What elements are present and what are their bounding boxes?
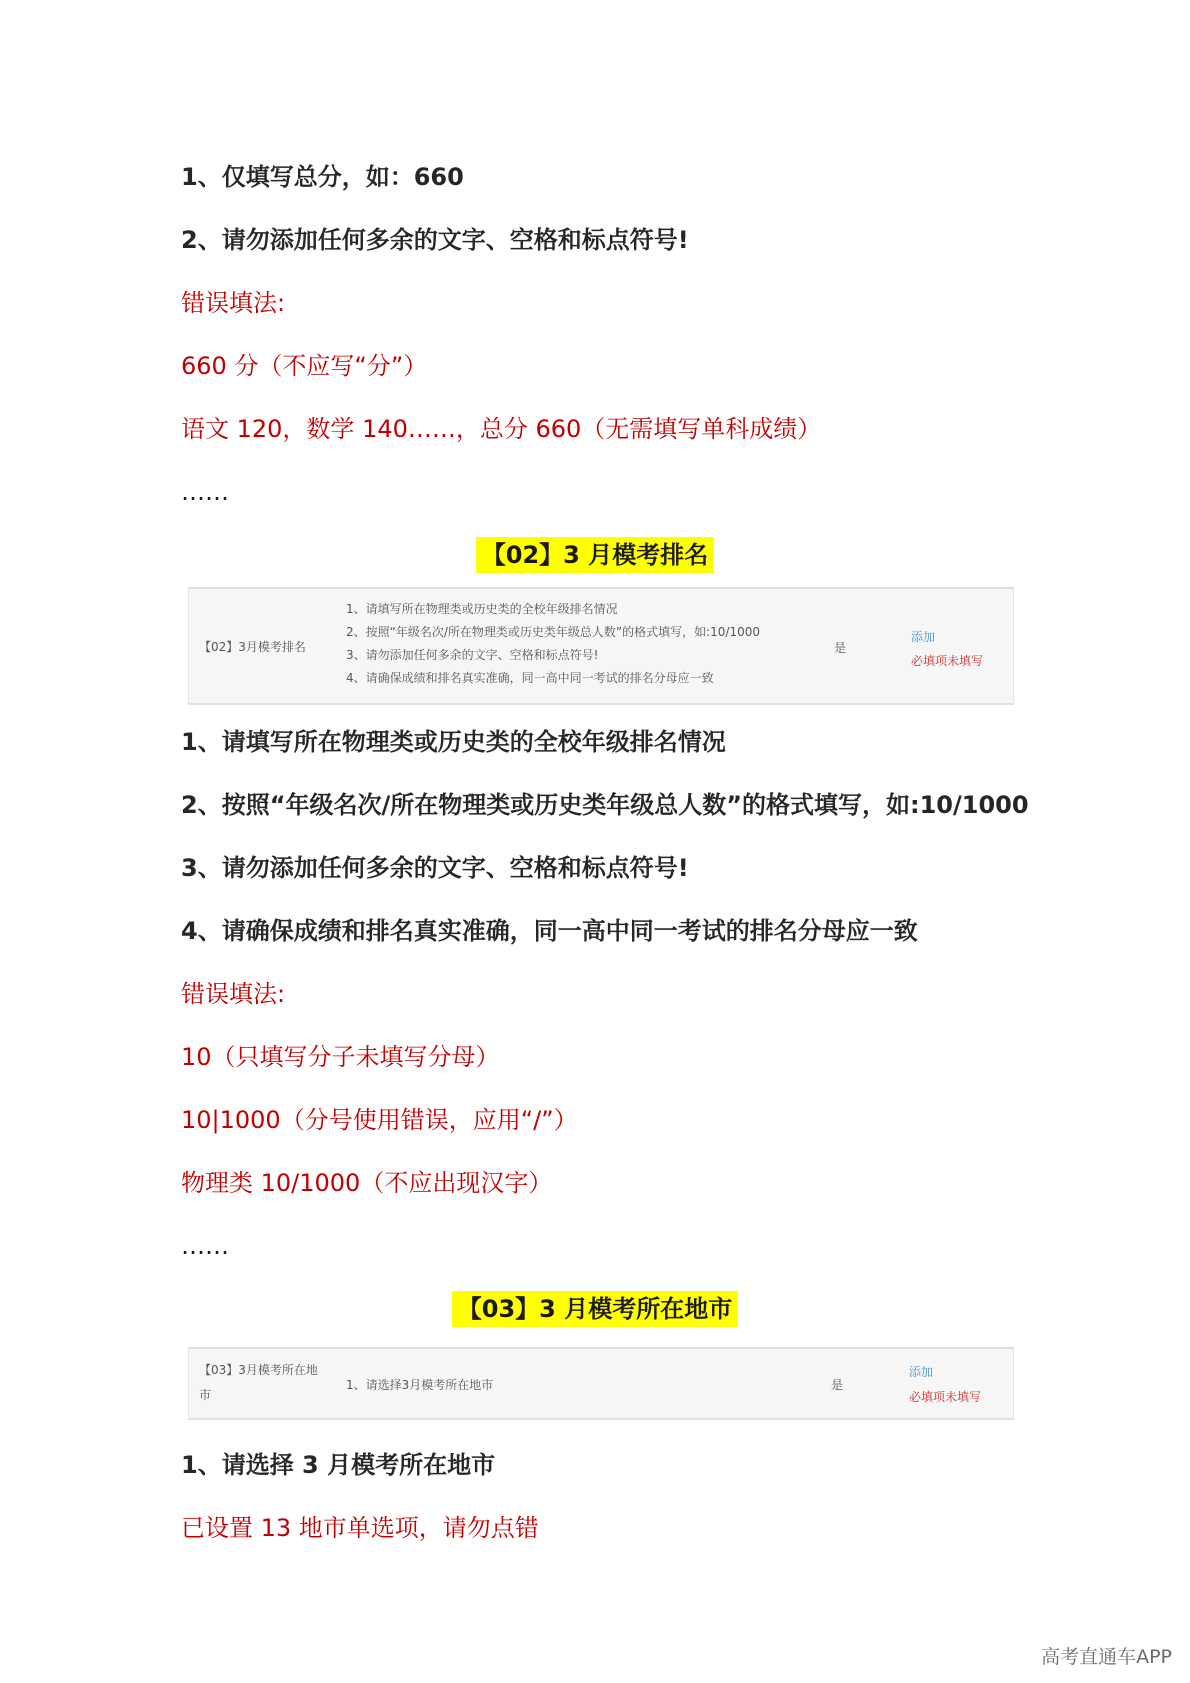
city-rule-1: 1、请选择 3 月模考所在地市 <box>181 1451 496 1479</box>
ellipsis: …… <box>181 478 229 506</box>
form-row-rule: 4、请确保成绩和排名真实准确，同一高中同一考试的排名分母应一致 <box>346 671 714 685</box>
rank-rule-2: 2、按照“年级名次/所在物理类或历史类年级总人数”的格式填写，如:10/1000 <box>181 791 1029 819</box>
section-03-heading-text: 【03】3 月模考所在地市 <box>452 1291 738 1327</box>
form-row-required: 是 <box>834 641 847 655</box>
form-row-rules <box>346 598 760 690</box>
rank-rule-3: 3、请勿添加任何多余的文字、空格和标点符号! <box>181 854 689 882</box>
brand-watermark: 高考直通车APP <box>1041 1646 1172 1668</box>
rule-1: 1、仅填写总分，如：660 <box>181 163 464 191</box>
form-row-screenshot-02 <box>188 587 1014 705</box>
section-02-heading-text: 【02】3 月模考排名 <box>476 537 714 573</box>
city-note: 已设置 13 地市单选项，请勿点错 <box>181 1514 539 1542</box>
form-row-rule: 3、请勿添加任何多余的文字、空格和标点符号! <box>346 648 599 662</box>
add-link[interactable]: 添加 <box>911 630 936 644</box>
wrong-example-2: 10|1000（分号使用错误，应用“/”） <box>181 1106 578 1134</box>
form-row-rule: 1、请填写所在物理类或历史类的全校年级排名情况 <box>346 602 618 616</box>
form-row-label-continued: 市 <box>199 1388 212 1402</box>
rank-rule-1: 1、请填写所在物理类或历史类的全校年级排名情况 <box>181 728 726 756</box>
wrong-example-2: 语文 120，数学 140……，总分 660（无需填写单科成绩） <box>181 415 822 443</box>
form-row-required: 是 <box>831 1378 844 1392</box>
ellipsis: …… <box>181 1232 229 1260</box>
rule-2: 2、请勿添加任何多余的文字、空格和标点符号! <box>181 226 689 254</box>
required-status: 必填项未填写 <box>911 654 984 668</box>
wrong-example-1: 10（只填写分子未填写分母） <box>181 1043 500 1071</box>
add-link[interactable]: 添加 <box>909 1365 934 1379</box>
form-row-rule: 1、请选择3月模考所在地市 <box>346 1378 494 1392</box>
required-status: 必填项未填写 <box>909 1390 982 1404</box>
form-row-screenshot-03 <box>188 1347 1014 1420</box>
section-02-heading <box>0 536 1190 574</box>
form-row-label: 【02】3月模考排名 <box>199 640 306 654</box>
rank-rule-4: 4、请确保成绩和排名真实准确，同一高中同一考试的排名分母应一致 <box>181 917 918 945</box>
wrong-title: 错误填法: <box>181 980 286 1008</box>
wrong-title: 错误填法: <box>181 289 286 317</box>
form-row-label: 【03】3月模考所在地 <box>199 1363 318 1377</box>
wrong-example-3: 物理类 10/1000（不应出现汉字） <box>181 1169 553 1197</box>
form-row-rule: 2、按照“年级名次/所在物理类或历史类年级总人数”的格式填写，如:10/1000 <box>346 625 761 639</box>
wrong-example-1: 660 分（不应写“分”） <box>181 352 428 380</box>
section-03-heading <box>0 1290 1190 1328</box>
